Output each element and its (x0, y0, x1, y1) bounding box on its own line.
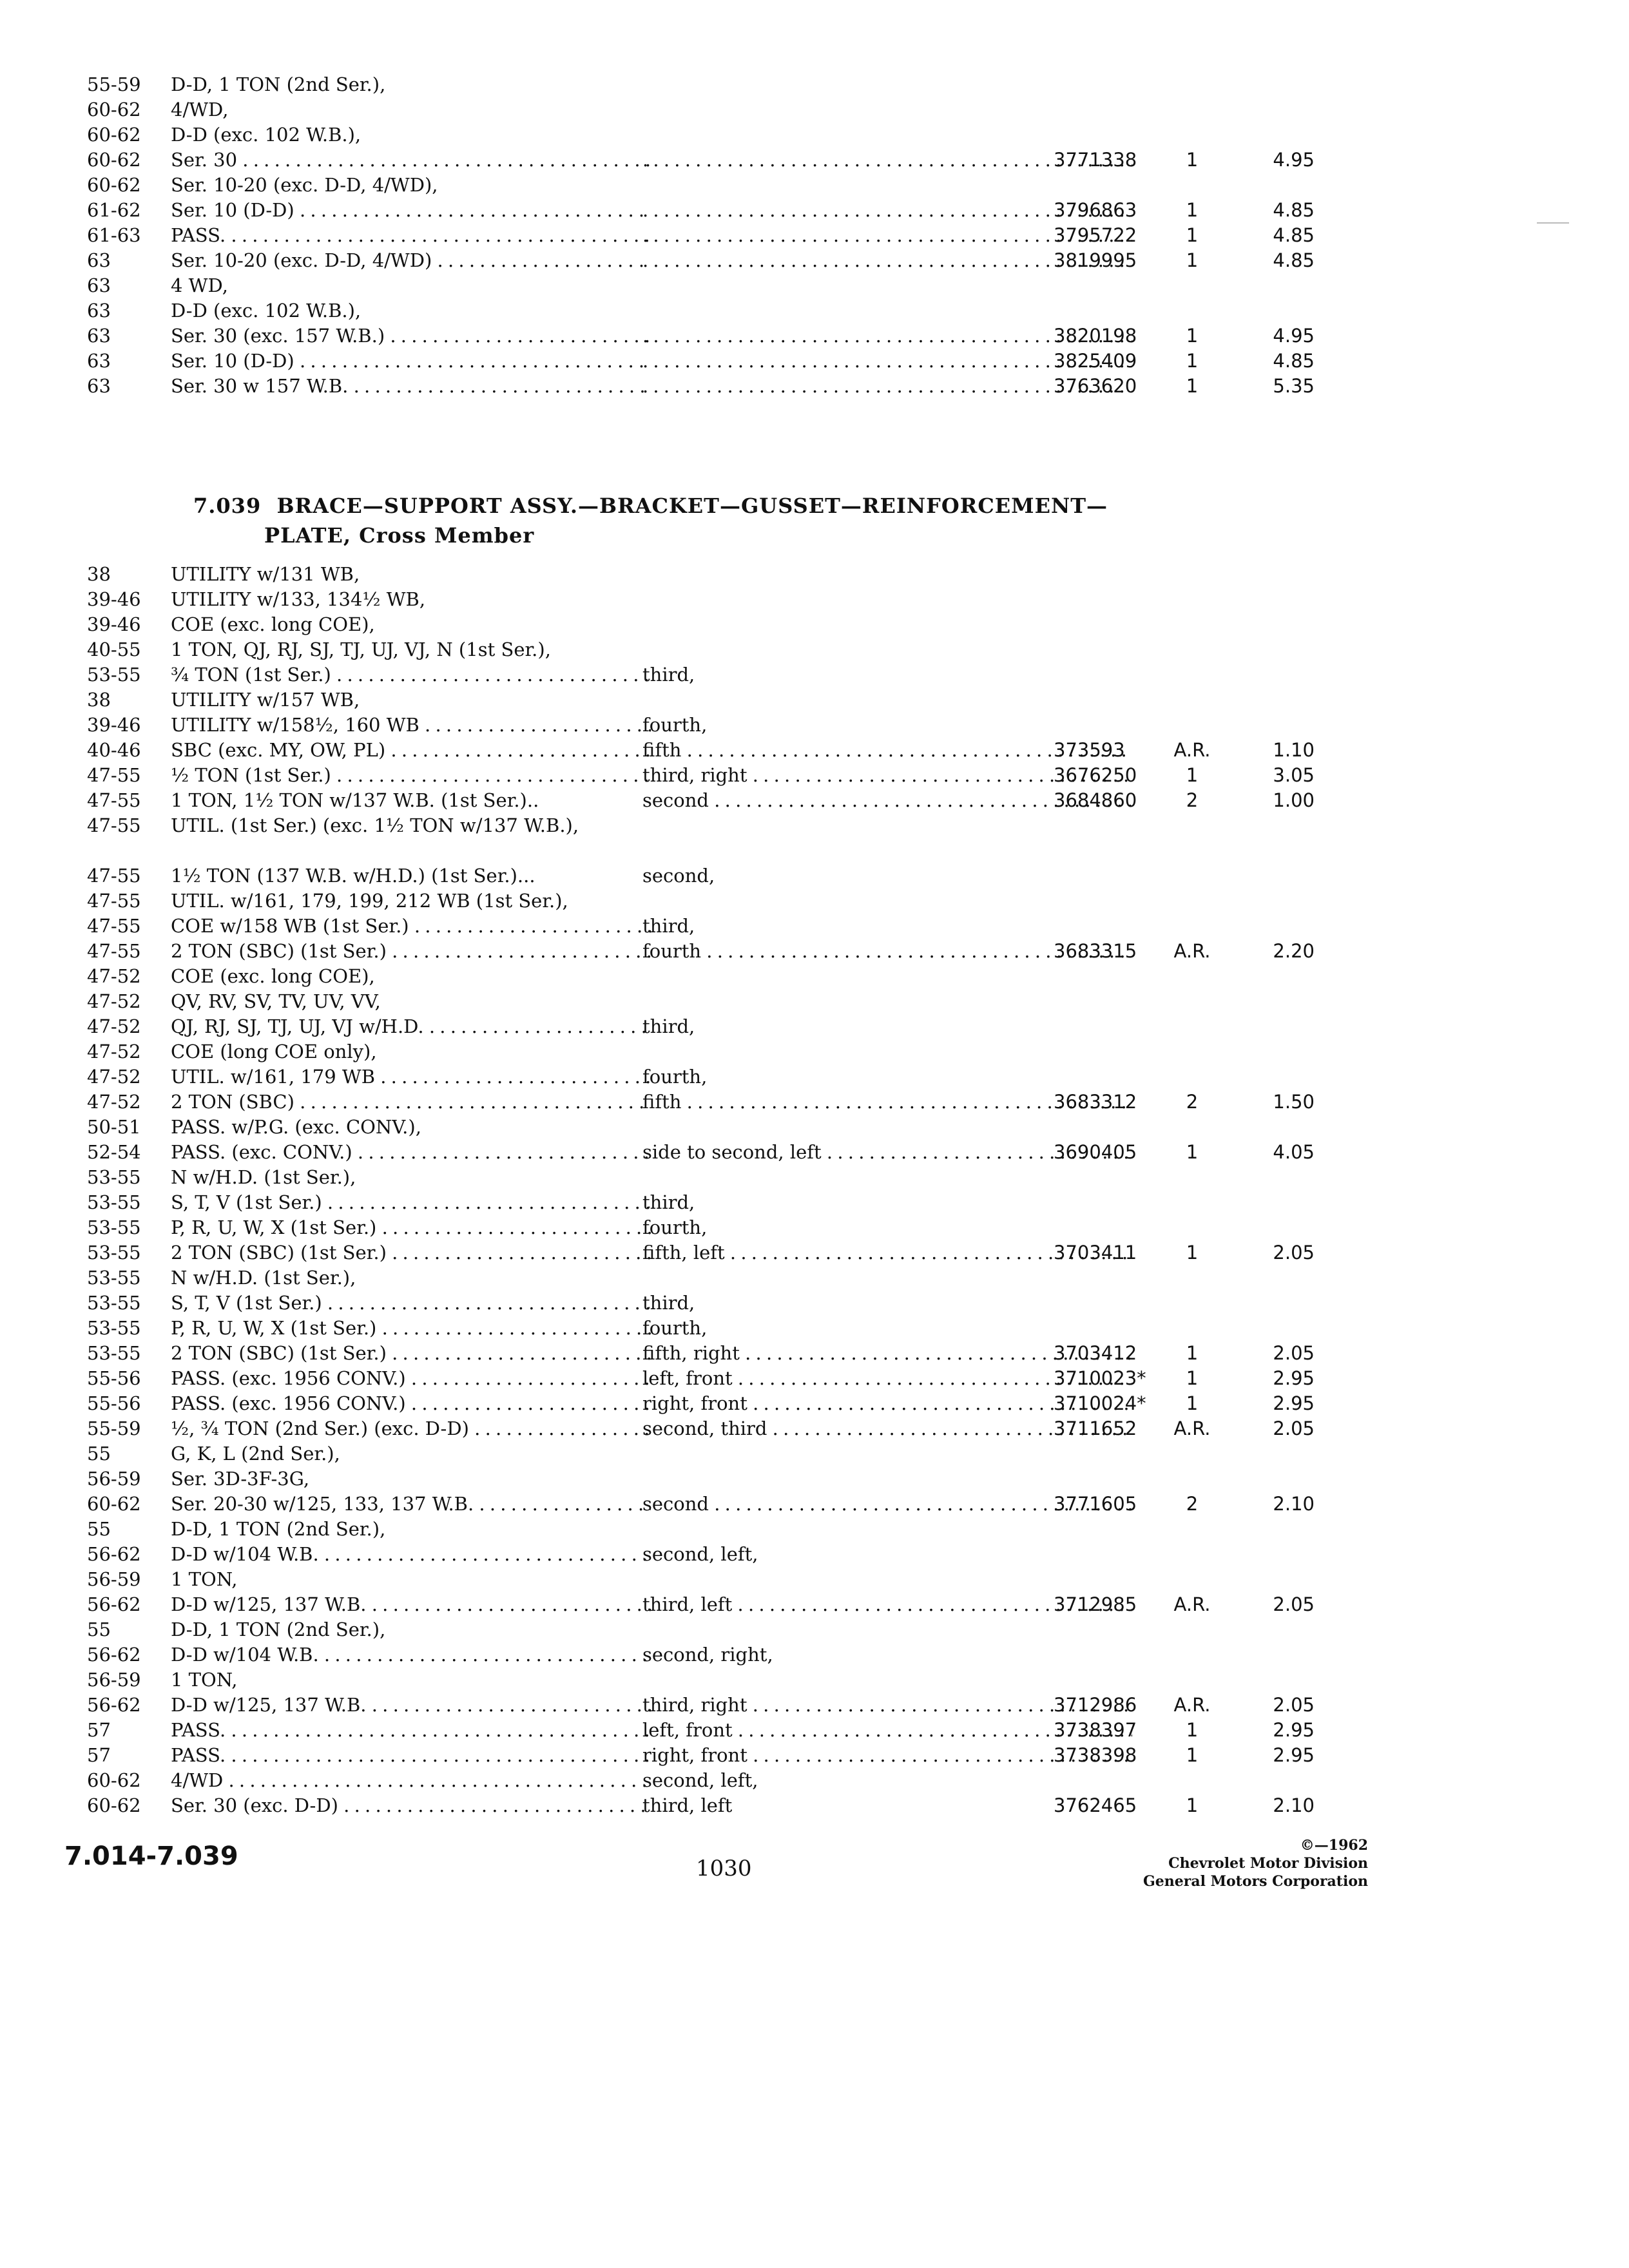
model-cell: COE (long COE only), (171, 1041, 377, 1062)
model-cell: D-D w/125, 137 W.B. . . . (171, 1592, 651, 1617)
section-number: 7.039 (193, 494, 262, 518)
year-cell: 56-59 (87, 1468, 141, 1490)
year-cell: 53-55 (87, 1317, 141, 1339)
description-cell: fourth, (642, 1317, 708, 1339)
model-cell: D-D, 1 TON (2nd Ser.), (171, 1518, 386, 1540)
quantity-cell: 1 (1186, 199, 1199, 221)
year-cell: 47-52 (87, 990, 141, 1012)
quantity-cell: 1 (1186, 1141, 1199, 1163)
part-number-cell: 373593 (1054, 739, 1125, 761)
year-cell: 38 (87, 689, 111, 711)
part-number-cell: 3703411 (1054, 1242, 1137, 1264)
model-cell: Ser. 10 (D-D) . . . (171, 349, 651, 374)
year-cell: 55 (87, 1619, 111, 1640)
part-number-cell: 3690405 (1054, 1141, 1137, 1163)
part-number-cell: 3711652 (1054, 1418, 1137, 1439)
year-cell: 60-62 (87, 174, 141, 196)
price-cell: 2.10 (1273, 1794, 1315, 1816)
model-cell: 1 TON, QJ, RJ, SJ, TJ, UJ, VJ, N (1st Ser.), (171, 639, 551, 660)
model-cell: S, T, V (1st Ser.) . . . (171, 1190, 651, 1215)
model-cell: UTIL. w/161, 179 WB . . . (171, 1064, 651, 1090)
model-cell: Ser. 3D-3F-3G, (171, 1468, 310, 1490)
model-cell: D-D w/125, 137 W.B. . . . (171, 1693, 651, 1718)
quantity-cell: 1 (1186, 350, 1199, 372)
quantity-cell: 1 (1186, 149, 1199, 171)
part-number-cell: 3771338 (1054, 149, 1137, 171)
year-cell: 60-62 (87, 124, 141, 146)
year-cell: 60-62 (87, 1493, 141, 1515)
publisher-block (1143, 1836, 1368, 1890)
price-cell: 4.85 (1273, 224, 1315, 246)
part-number-cell: 3796863 (1054, 199, 1137, 221)
price-cell: 4.85 (1273, 199, 1315, 221)
description-cell: second, (642, 865, 715, 887)
year-cell: 53-55 (87, 1216, 141, 1238)
price-cell: 2.05 (1273, 1593, 1315, 1615)
year-cell: 55-59 (87, 73, 141, 95)
description-cell: fourth, (642, 1216, 708, 1238)
description-cell: side to second, left . . . (642, 1140, 1132, 1165)
year-cell: 47-52 (87, 1015, 141, 1037)
description-cell: fourth, (642, 1066, 708, 1088)
year-cell: 55-59 (87, 1418, 141, 1439)
year-cell: 56-62 (87, 1593, 141, 1615)
part-number-cell: 3771605 (1054, 1493, 1137, 1515)
part-number-cell: 3820198 (1054, 325, 1137, 347)
model-cell: QJ, RJ, SJ, TJ, UJ, VJ w/H.D. . . . (171, 1014, 651, 1039)
description-cell: third, (642, 664, 695, 686)
model-cell: 4 WD, (171, 274, 228, 296)
model-cell: 1 TON, (171, 1568, 238, 1590)
price-cell: 2.05 (1273, 1242, 1315, 1264)
description-cell: fifth, right . . . (642, 1341, 1132, 1366)
part-number-cell: 3795722 (1054, 224, 1137, 246)
model-cell: COE w/158 WB (1st Ser.) . . . (171, 914, 651, 939)
model-cell: Ser. 30 . . . (171, 148, 651, 173)
quantity-cell: 1 (1186, 1392, 1199, 1414)
price-cell: 2.10 (1273, 1493, 1315, 1515)
description-cell: third, (642, 1015, 695, 1037)
year-cell: 63 (87, 350, 111, 372)
model-cell: PASS. (exc. 1956 CONV.) . . . (171, 1366, 651, 1391)
model-cell: PASS. w/P.G. (exc. CONV.), (171, 1116, 421, 1138)
division: Chevrolet Motor Division (1168, 1855, 1368, 1872)
part-number-cell: 3712985 (1054, 1593, 1137, 1615)
year-cell: 55-56 (87, 1367, 141, 1389)
year-cell: 39-46 (87, 588, 141, 610)
model-cell: 2 TON (SBC) (1st Ser.) . . . (171, 939, 651, 964)
price-cell: 2.05 (1273, 1342, 1315, 1364)
quantity-cell: 1 (1186, 1242, 1199, 1264)
description-cell: left, front . . . (642, 1366, 1132, 1391)
model-cell: ¾ TON (1st Ser.) . . . (171, 662, 651, 687)
description-cell: third, left . . . (642, 1592, 1132, 1617)
model-cell: UTILITY w/131 WB, (171, 563, 360, 585)
price-cell: 2.95 (1273, 1367, 1315, 1389)
price-cell: 1.00 (1273, 789, 1315, 811)
part-number-cell: 3762465 (1054, 1794, 1137, 1816)
model-cell: ½ TON (1st Ser.) . . . (171, 763, 651, 788)
model-cell: UTIL. w/161, 179, 199, 212 WB (1st Ser.), (171, 890, 568, 912)
model-cell: UTILITY w/158½, 160 WB . . . (171, 713, 651, 738)
year-cell: 55 (87, 1518, 111, 1540)
model-cell: Ser. 30 (exc. D-D) . . . (171, 1793, 651, 1818)
model-cell: Ser. 30 w 157 W.B. . . . (171, 374, 651, 399)
description-cell: second, third . . . (642, 1416, 1132, 1441)
quantity-cell: 1 (1186, 1367, 1199, 1389)
model-cell: ½, ¾ TON (2nd Ser.) (exc. D-D) . . . (171, 1416, 651, 1441)
quantity-cell: 1 (1186, 325, 1199, 347)
quantity-cell: 2 (1186, 789, 1199, 811)
description-cell: fifth . . . (642, 738, 1132, 763)
model-cell: D-D (exc. 102 W.B.), (171, 300, 361, 322)
description-cell: right, front . . . (642, 1391, 1132, 1416)
copyright: ©—1962 (1300, 1837, 1368, 1854)
scan-mark (1537, 222, 1569, 224)
quantity-cell: 1 (1186, 249, 1199, 271)
price-cell: 4.85 (1273, 350, 1315, 372)
year-cell: 56-62 (87, 1694, 141, 1716)
model-cell: D-D w/104 W.B. . . . (171, 1642, 651, 1667)
description-cell: second . . . (642, 1492, 1132, 1517)
model-cell: S, T, V (1st Ser.) . . . (171, 1291, 651, 1316)
model-cell: N w/H.D. (1st Ser.), (171, 1166, 356, 1188)
year-cell: 38 (87, 563, 111, 585)
model-cell: 1½ TON (137 W.B. w/H.D.) (1st Ser.)... (171, 865, 535, 887)
price-cell: 4.95 (1273, 325, 1315, 347)
quantity-cell: 1 (1186, 1744, 1199, 1766)
year-cell: 60-62 (87, 1769, 141, 1791)
page-number: 1030 (696, 1856, 752, 1881)
part-number-cell: 3676250 (1054, 764, 1137, 786)
quantity-cell: 1 (1186, 224, 1199, 246)
year-cell: 55-56 (87, 1392, 141, 1414)
year-cell: 47-52 (87, 965, 141, 987)
corporation: General Motors Corporation (1142, 1873, 1368, 1890)
year-cell: 50-51 (87, 1116, 141, 1138)
model-cell: PASS. (exc. CONV.) . . . (171, 1140, 651, 1165)
year-cell: 53-55 (87, 1267, 141, 1289)
price-cell: 3.05 (1273, 764, 1315, 786)
description-cell: fourth, (642, 714, 708, 736)
description-cell: third, left (642, 1794, 733, 1816)
description-cell: fourth . . . (642, 939, 1132, 964)
year-cell: 61-62 (87, 199, 141, 221)
price-cell: 1.50 (1273, 1091, 1315, 1113)
part-number-cell: 3683312 (1054, 1091, 1137, 1113)
quantity-cell: 1 (1186, 764, 1199, 786)
quantity-cell: A.R. (1173, 739, 1211, 761)
year-cell: 61-63 (87, 224, 141, 246)
year-cell: 40-55 (87, 639, 141, 660)
part-number-cell: 3710023* (1054, 1367, 1146, 1389)
year-cell: 63 (87, 375, 111, 397)
year-cell: 47-52 (87, 1066, 141, 1088)
year-cell: 53-55 (87, 1342, 141, 1364)
part-number-cell: 3684860 (1054, 789, 1137, 811)
year-cell: 55 (87, 1443, 111, 1465)
year-cell: 39-46 (87, 613, 141, 635)
description-cell: third, right . . . (642, 1693, 1132, 1718)
quantity-cell: A.R. (1173, 1418, 1211, 1439)
model-cell: Ser. 20-30 w/125, 133, 137 W.B. . . . (171, 1492, 651, 1517)
model-cell: UTILITY w/133, 134½ WB, (171, 588, 426, 610)
quantity-cell: A.R. (1173, 940, 1211, 962)
model-cell: P, R, U, W, X (1st Ser.) . . . (171, 1316, 651, 1341)
model-cell: Ser. 10 (D-D) . . . (171, 198, 651, 223)
part-number-cell: 3819995 (1054, 249, 1137, 271)
year-cell: 39-46 (87, 714, 141, 736)
quantity-cell: 1 (1186, 375, 1199, 397)
price-cell: 4.05 (1273, 1141, 1315, 1163)
model-cell: COE (exc. long COE), (171, 965, 375, 987)
model-cell: Ser. 10-20 (exc. D-D, 4/WD), (171, 174, 438, 196)
model-cell: D-D, 1 TON (2nd Ser.), (171, 1619, 386, 1640)
model-cell: SBC (exc. MY, OW, PL) . . . (171, 738, 651, 763)
model-cell: PASS. (exc. 1956 CONV.) . . . (171, 1391, 651, 1416)
year-cell: 56-62 (87, 1543, 141, 1565)
year-cell: 53-55 (87, 1191, 141, 1213)
model-cell: 4/WD . . . (171, 1768, 651, 1793)
price-cell: 5.35 (1273, 375, 1315, 397)
description-cell: right, front . . . (642, 1743, 1132, 1768)
year-cell: 56-59 (87, 1669, 141, 1691)
year-cell: 60-62 (87, 149, 141, 171)
description-cell: second, right, (642, 1644, 773, 1666)
part-number-cell: 3712986 (1054, 1694, 1137, 1716)
model-cell: 2 TON (SBC) . . . (171, 1090, 651, 1115)
year-cell: 57 (87, 1719, 111, 1741)
year-cell: 53-55 (87, 1166, 141, 1188)
quantity-cell: A.R. (1173, 1593, 1211, 1615)
model-cell: COE (exc. long COE), (171, 613, 375, 635)
part-number-cell: 3738397 (1054, 1719, 1137, 1741)
section-heading (193, 491, 1108, 550)
year-cell: 57 (87, 1744, 111, 1766)
description-cell: fifth, left . . . (642, 1240, 1132, 1265)
description-cell: second, left, (642, 1543, 758, 1565)
year-cell: 47-55 (87, 814, 141, 836)
quantity-cell: 1 (1186, 1794, 1199, 1816)
price-cell: 2.95 (1273, 1719, 1315, 1741)
model-cell: Ser. 30 (exc. 157 W.B.) . . . (171, 323, 651, 349)
quantity-cell: 1 (1186, 1342, 1199, 1364)
year-cell: 47-55 (87, 940, 141, 962)
price-cell: 2.20 (1273, 940, 1315, 962)
model-cell: D-D w/104 W.B. . . . (171, 1542, 651, 1567)
section-title-line2: PLATE, Cross Member (264, 523, 535, 548)
year-cell: 47-52 (87, 1041, 141, 1062)
part-number-cell: 3710024* (1054, 1392, 1146, 1414)
model-cell: UTIL. (1st Ser.) (exc. 1½ TON w/137 W.B.), (171, 814, 579, 836)
description-cell: left, front . . . (642, 1718, 1132, 1743)
year-cell: 47-55 (87, 789, 141, 811)
model-cell: Ser. 10-20 (exc. D-D, 4/WD) . . . (171, 248, 651, 273)
description-cell: third, (642, 915, 695, 937)
description-cell: third, right . . . (642, 763, 1132, 788)
model-cell: 1 TON, (171, 1669, 238, 1691)
model-cell: UTILITY w/157 WB, (171, 689, 360, 711)
part-number-cell: 3683315 (1054, 940, 1137, 962)
model-cell: P, R, U, W, X (1st Ser.) . . . (171, 1215, 651, 1240)
price-cell: 1.10 (1273, 739, 1315, 761)
year-cell: 56-62 (87, 1644, 141, 1666)
model-cell: 1 TON, 1½ TON w/137 W.B. (1st Ser.).. (171, 789, 539, 811)
year-cell: 53-55 (87, 664, 141, 686)
price-cell: 2.05 (1273, 1694, 1315, 1716)
year-cell: 52-54 (87, 1141, 141, 1163)
model-cell: PASS. . . . (171, 1743, 651, 1768)
model-cell: D-D, 1 TON (2nd Ser.), (171, 73, 386, 95)
year-cell: 63 (87, 249, 111, 271)
year-cell: 40-46 (87, 739, 141, 761)
quantity-cell: 1 (1186, 1719, 1199, 1741)
description-cell: third, (642, 1292, 695, 1314)
price-cell: 4.95 (1273, 149, 1315, 171)
model-cell: PASS. . . . (171, 223, 651, 248)
year-cell: 60-62 (87, 99, 141, 120)
model-cell: 2 TON (SBC) (1st Ser.) . . . (171, 1240, 651, 1265)
part-number-cell: 3825409 (1054, 350, 1137, 372)
price-cell: 2.95 (1273, 1744, 1315, 1766)
year-cell: 63 (87, 274, 111, 296)
year-cell: 47-55 (87, 764, 141, 786)
model-cell: PASS. . . . (171, 1718, 651, 1743)
year-cell: 63 (87, 325, 111, 347)
quantity-cell: 2 (1186, 1493, 1199, 1515)
model-cell: 2 TON (SBC) (1st Ser.) . . . (171, 1341, 651, 1366)
part-number-cell: 3763620 (1054, 375, 1137, 397)
description-cell: second, left, (642, 1769, 758, 1791)
part-number-cell: 3703412 (1054, 1342, 1137, 1364)
year-cell: 47-52 (87, 1091, 141, 1113)
year-cell: 47-55 (87, 865, 141, 887)
year-cell: 60-62 (87, 1794, 141, 1816)
price-cell: 4.85 (1273, 249, 1315, 271)
model-cell: 4/WD, (171, 99, 229, 120)
price-cell: 2.95 (1273, 1392, 1315, 1414)
quantity-cell: A.R. (1173, 1694, 1211, 1716)
year-cell: 56-59 (87, 1568, 141, 1590)
year-cell: 63 (87, 300, 111, 322)
year-cell: 47-55 (87, 890, 141, 912)
description-cell: fifth . . . (642, 1090, 1132, 1115)
year-cell: 53-55 (87, 1242, 141, 1264)
year-cell: 47-55 (87, 915, 141, 937)
section-range: 7.014-7.039 (64, 1841, 238, 1871)
model-cell: QV, RV, SV, TV, UV, VV, (171, 990, 381, 1012)
description-cell: second . . . (642, 788, 1132, 813)
model-cell: D-D (exc. 102 W.B.), (171, 124, 361, 146)
year-cell: 53-55 (87, 1292, 141, 1314)
section-title: BRACE—SUPPORT ASSY.—BRACKET—GUSSET—REINFORCEMENT— (276, 494, 1108, 518)
model-cell: G, K, L (2nd Ser.), (171, 1443, 340, 1465)
description-cell: third, (642, 1191, 695, 1213)
price-cell: 2.05 (1273, 1418, 1315, 1439)
model-cell: N w/H.D. (1st Ser.), (171, 1267, 356, 1289)
part-number-cell: 3738398 (1054, 1744, 1137, 1766)
quantity-cell: 2 (1186, 1091, 1199, 1113)
